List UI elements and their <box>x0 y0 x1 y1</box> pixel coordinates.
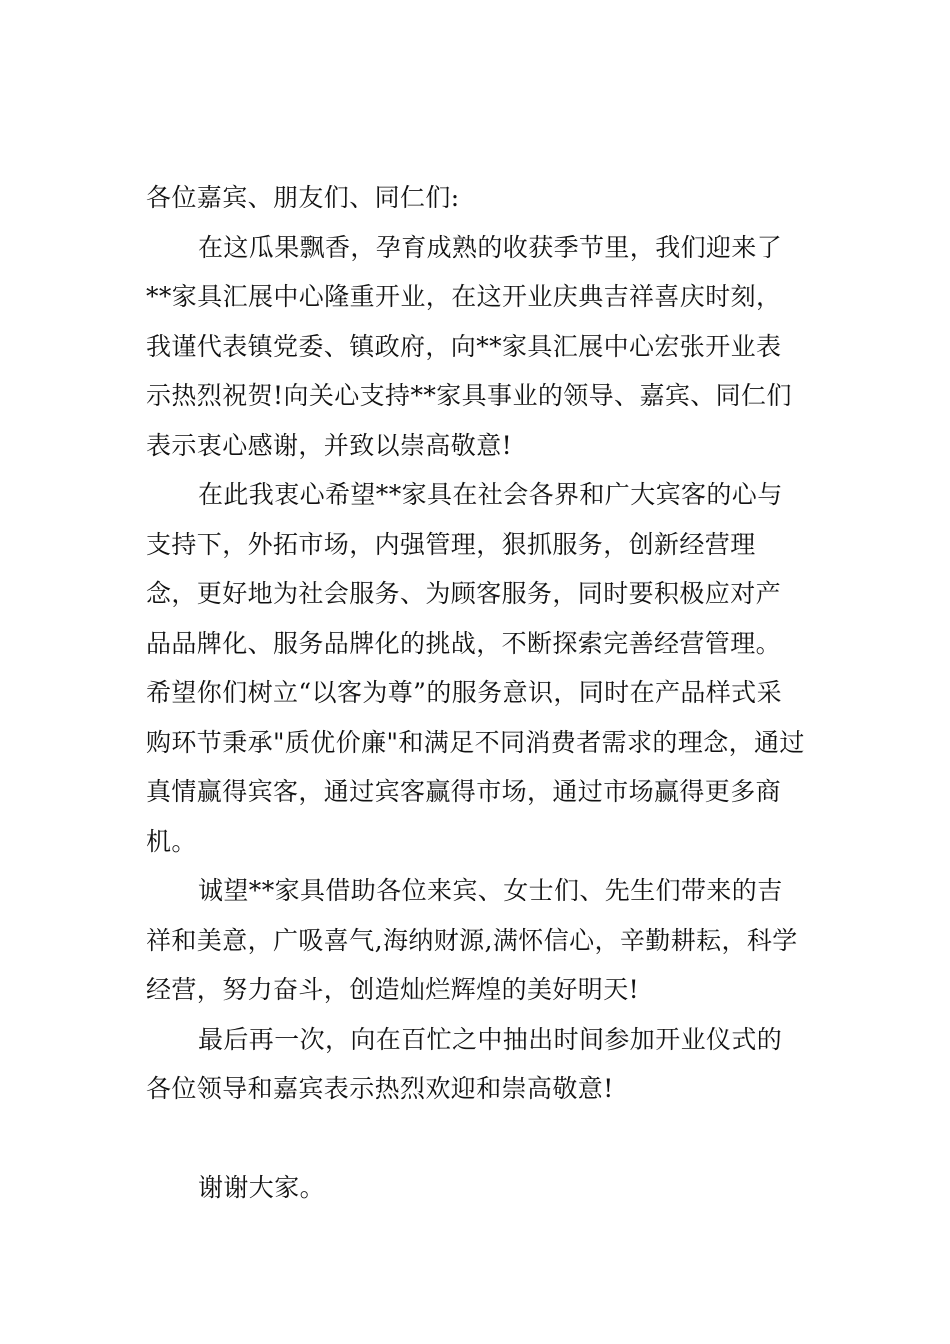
paragraph-opening: 在这瓜果飘香，孕育成熟的收获季节里，我们迎来了**家具汇展中心隆重开业，在这开业庆典吉祥喜庆时刻，我谨代表镇党委、镇政府，向**家具汇展中心宏张开业表示热烈祝贺!向关心支持**家具事业的领导、嘉宾、同仁们表示衷心感谢，并致以崇高敬意! <box>146 232 792 460</box>
paragraph-hopes: 在此我衷心希望**家具在社会各界和广大宾客的心与支持下，外拓市场，内强管理，狠抓服务，创新经营理念，更好地为社会服务、为顾客服务，同时要积极应对产品品牌化、服务品牌化的挑战，不断探索完善经营管理。希望你们树立“以客为尊”的服务意识，同时在产品样式采购环节秉承"质优价廉"和满足不同消费者需求的理念，通过真情赢得宾客，通过宾客赢得市场，通过市场赢得更多商机。 <box>146 480 805 856</box>
paragraph-thanks: 最后再一次，向在百忙之中抽出时间参加开业仪式的各位领导和嘉宾表示热烈欢迎和崇高敬意! <box>146 1024 783 1103</box>
speech-body <box>146 173 806 1213</box>
salutation: 各位嘉宾、朋友们、同仁们: <box>146 183 460 212</box>
paragraph-wishes: 诚望**家具借助各位来宾、女士们、先生们带来的吉祥和美意，广吸喜气,海纳财源,满怀信心，辛勤耕耘，科学经营，努力奋斗，创造灿烂辉煌的美好明天! <box>146 876 798 1004</box>
closing-line: 谢谢大家。 <box>198 1173 326 1202</box>
blank-line <box>146 1114 806 1164</box>
